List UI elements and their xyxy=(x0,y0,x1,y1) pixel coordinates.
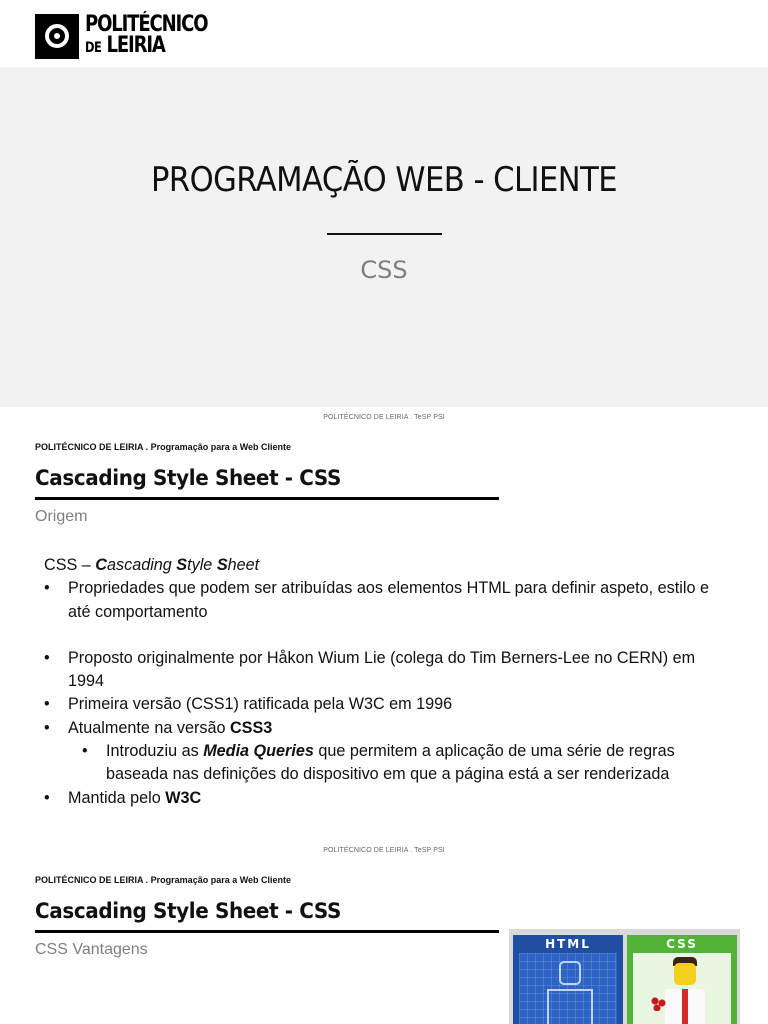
bullet-item: • Mantida pelo W3C xyxy=(44,787,734,810)
slide-footer: POLITÉCNICO DE LEIRIA . TeSP PSI xyxy=(323,847,445,854)
politecnico-leiria-logo xyxy=(35,13,234,59)
blueprint-figure-icon xyxy=(519,953,617,1024)
html-panel xyxy=(513,935,623,1024)
logo-text xyxy=(85,11,234,59)
sub-bullet-item: • Introduziu as Media Queries que permitem a aplicação de uma série de regras baseada nas definições do dispositivo em que a página está a ser renderizada xyxy=(44,740,734,787)
css-panel-label: CSS xyxy=(666,937,698,951)
lego-figure-icon xyxy=(674,963,696,985)
bullet-item: • Propriedades que podem ser atribuídas aos elementos HTML para definir aspeto, estilo e até comportamento xyxy=(44,577,734,624)
title-divider xyxy=(327,233,442,235)
slide-subheading: CSS Vantagens xyxy=(35,941,148,958)
slide-header: POLITÉCNICO DE LEIRIA . Programação para a Web Cliente xyxy=(35,442,292,452)
heading-underline xyxy=(35,497,499,500)
flowers-icon xyxy=(651,997,667,1011)
slide-subheading: Origem xyxy=(35,508,88,525)
slide-body xyxy=(44,554,734,810)
logo-mark-icon xyxy=(35,14,79,59)
slide-heading: Cascading Style Sheet - CSS xyxy=(35,899,341,923)
logo-line1: POLITÉCNICO xyxy=(85,11,208,37)
html-panel-label: HTML xyxy=(545,937,591,951)
slide-title-main: PROGRAMAÇÃO WEB - CLIENTE xyxy=(150,160,618,200)
bullet-item: • Proposto originalmente por Håkon Wium Lie (colega do Tim Berners-Lee no CERN) em 1994 xyxy=(44,647,734,694)
logo-line2: DE LEIRIA xyxy=(85,32,165,58)
html-css-lego-illustration xyxy=(509,929,740,1024)
slide-footer: POLITÉCNICO DE LEIRIA . TeSP PSI xyxy=(323,414,445,421)
bullet-item: • Atualmente na versão CSS3 xyxy=(44,717,734,740)
slide-heading: Cascading Style Sheet - CSS xyxy=(35,466,341,490)
slide-header: POLITÉCNICO DE LEIRIA . Programação para a Web Cliente xyxy=(35,875,292,885)
heading-underline xyxy=(35,930,499,933)
slide-subtitle: CSS xyxy=(360,256,408,284)
title-slide-band xyxy=(0,67,768,407)
css-acronym-line: CSS – Cascading Style Sheet xyxy=(44,556,260,574)
bullet-item: • Primeira versão (CSS1) ratificada pela W3C em 1996 xyxy=(44,693,734,716)
css-panel xyxy=(627,935,737,1024)
